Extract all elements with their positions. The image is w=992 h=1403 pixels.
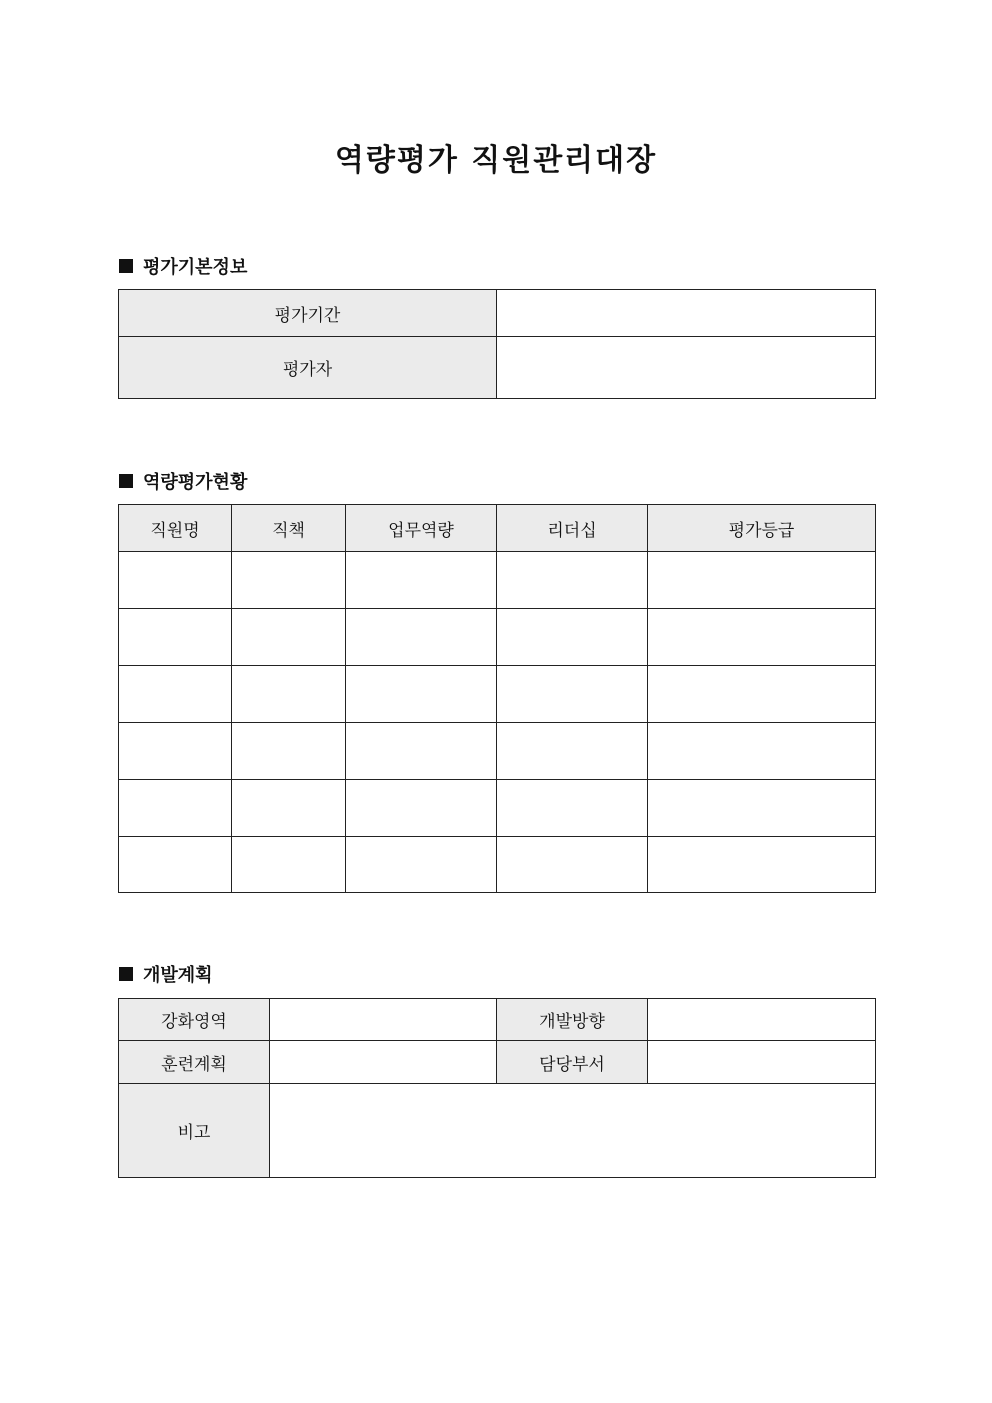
table-cell[interactable] xyxy=(648,723,876,780)
training-plan-field[interactable] xyxy=(270,1041,497,1084)
basic-info-table xyxy=(118,289,876,399)
table-row xyxy=(119,337,876,399)
square-bullet-icon xyxy=(119,259,133,273)
table-cell[interactable] xyxy=(232,780,346,837)
evaluator-field[interactable] xyxy=(497,337,876,399)
period-field[interactable] xyxy=(497,290,876,337)
table-row xyxy=(119,780,876,837)
table-cell[interactable] xyxy=(232,552,346,609)
evaluator-label: 평가자 xyxy=(119,337,497,399)
table-row xyxy=(119,837,876,893)
direction-field[interactable] xyxy=(648,999,876,1041)
table-row xyxy=(119,552,876,609)
table-cell[interactable] xyxy=(232,837,346,893)
table-cell[interactable] xyxy=(497,837,648,893)
table-cell[interactable] xyxy=(346,552,497,609)
table-cell[interactable] xyxy=(119,780,232,837)
table-cell[interactable] xyxy=(497,552,648,609)
development-plan-table xyxy=(118,998,876,1178)
department-field[interactable] xyxy=(648,1041,876,1084)
focus-area-label: 강화영역 xyxy=(119,999,270,1041)
remarks-label: 비고 xyxy=(119,1084,270,1178)
table-cell[interactable] xyxy=(497,609,648,666)
page-title: 역량평가 직원관리대장 xyxy=(334,143,658,178)
table-cell[interactable] xyxy=(346,609,497,666)
training-plan-label: 훈련계획 xyxy=(119,1041,270,1084)
table-cell[interactable] xyxy=(648,780,876,837)
status-table xyxy=(118,504,876,893)
section-heading-basic xyxy=(119,253,247,279)
table-row xyxy=(119,290,876,337)
focus-area-field[interactable] xyxy=(270,999,497,1041)
table-row xyxy=(119,666,876,723)
table-row xyxy=(119,609,876,666)
table-cell[interactable] xyxy=(119,723,232,780)
table-cell[interactable] xyxy=(648,552,876,609)
table-cell[interactable] xyxy=(232,666,346,723)
table-cell[interactable] xyxy=(648,837,876,893)
period-label: 평가기간 xyxy=(119,290,497,337)
column-header-grade: 평가등급 xyxy=(648,505,876,552)
table-cell[interactable] xyxy=(346,666,497,723)
column-header-name: 직원명 xyxy=(119,505,232,552)
square-bullet-icon xyxy=(119,967,133,981)
section-heading-basic-label: 평가기본정보 xyxy=(143,257,248,278)
table-cell[interactable] xyxy=(648,666,876,723)
section-heading-development xyxy=(119,961,213,987)
table-cell[interactable] xyxy=(497,666,648,723)
column-header-job-competency: 업무역량 xyxy=(346,505,497,552)
table-cell[interactable] xyxy=(119,552,232,609)
column-header-leadership: 리더십 xyxy=(497,505,648,552)
table-row xyxy=(119,1084,876,1178)
department-label: 담당부서 xyxy=(497,1041,648,1084)
table-cell[interactable] xyxy=(119,666,232,723)
table-row xyxy=(119,1041,876,1084)
table-cell[interactable] xyxy=(346,780,497,837)
section-heading-status xyxy=(119,468,247,494)
direction-label: 개발방향 xyxy=(497,999,648,1041)
column-header-position: 직책 xyxy=(232,505,346,552)
table-cell[interactable] xyxy=(497,723,648,780)
table-cell[interactable] xyxy=(232,723,346,780)
table-cell[interactable] xyxy=(346,723,497,780)
table-cell[interactable] xyxy=(119,837,232,893)
table-cell[interactable] xyxy=(119,609,232,666)
table-cell[interactable] xyxy=(497,780,648,837)
table-row xyxy=(119,723,876,780)
table-cell[interactable] xyxy=(346,837,497,893)
remarks-field[interactable] xyxy=(270,1084,876,1178)
section-heading-status-label: 역량평가현황 xyxy=(143,472,248,493)
table-cell[interactable] xyxy=(648,609,876,666)
table-row xyxy=(119,999,876,1041)
section-heading-development-label: 개발계획 xyxy=(143,965,213,986)
table-header-row xyxy=(119,505,876,552)
square-bullet-icon xyxy=(119,474,133,488)
table-cell[interactable] xyxy=(232,609,346,666)
